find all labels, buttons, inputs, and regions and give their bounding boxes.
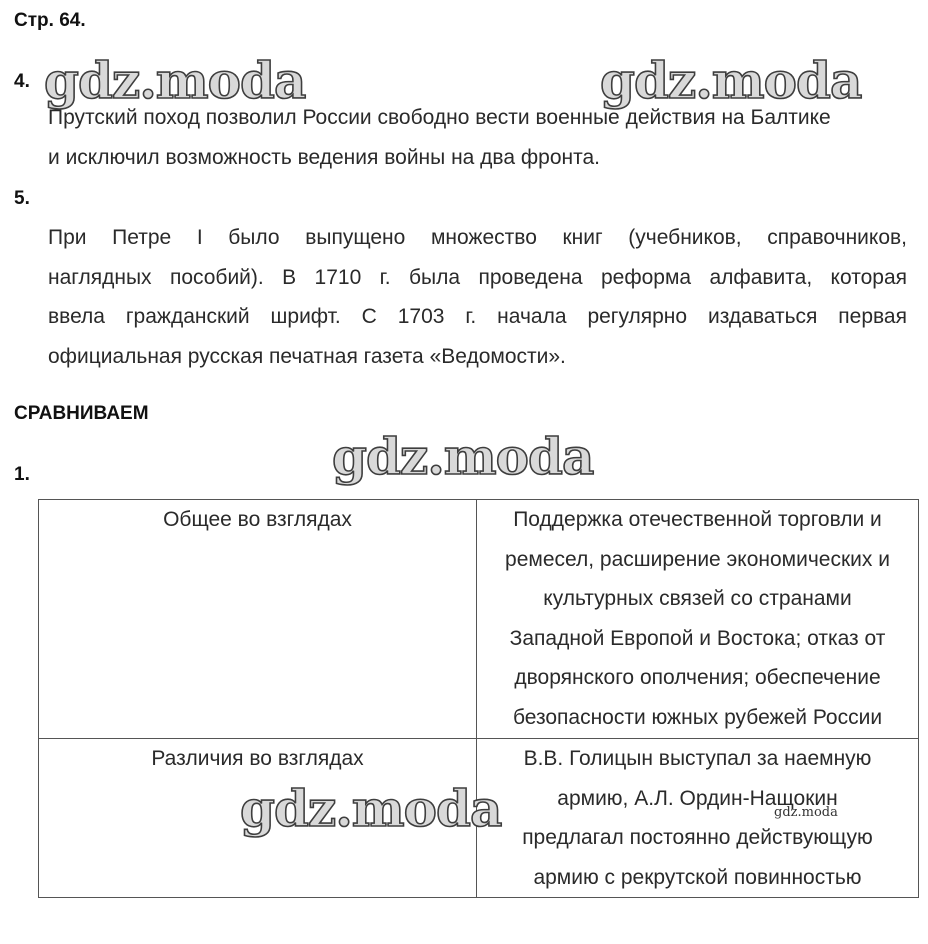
cell-line: Западной Европой и Востока; отказ от xyxy=(509,626,886,650)
task-4-line: Прутский поход позволил России свободно вести военные действия на Балтике xyxy=(48,106,831,129)
compare-task-number: 1. xyxy=(14,464,30,485)
page-number-title: Стр. 64. xyxy=(14,10,86,31)
cell-line: безопасности южных рубежей России xyxy=(512,705,883,729)
cell-line: культурных связей со странами xyxy=(543,587,852,610)
task-5-line: ввела гражданский шрифт. С 1703 г. начала регулярно издаваться первая xyxy=(48,305,907,328)
watermark-logo: gdz.moda xyxy=(240,779,502,838)
cell-line: армию, А.Л. Ордин-Нащокин xyxy=(557,786,838,810)
row-label: Различия во взглядах xyxy=(151,747,364,770)
task-5-line: наглядных пособий). В 1710 г. была проведена реформа алфавита, которая xyxy=(48,265,907,289)
cell-line: В.В. Голицын выступал за наемную xyxy=(523,747,872,770)
table-cell-content xyxy=(477,500,919,739)
task-4-line: и исключил возможность ведения войны на два фронта. xyxy=(48,145,600,169)
watermark-logo: gdz.moda xyxy=(332,427,594,486)
table-cell-label xyxy=(39,500,477,739)
task-5-line: При Петре I было выпущено множество книг (учебников, справочников, xyxy=(48,226,907,249)
table-row xyxy=(39,500,919,739)
task-4-number: 4. xyxy=(14,71,30,92)
watermark-logo: gdz.moda xyxy=(44,51,306,110)
task-5-line: официальная русская печатная газета «Ведомости». xyxy=(48,344,566,368)
cell-line: дворянского ополчения; обеспечение xyxy=(514,666,881,689)
cell-line: ремесел, расширение экономических и xyxy=(505,547,890,571)
task-5-answer xyxy=(48,218,907,376)
row-label: Общее во взглядах xyxy=(163,508,352,531)
cell-line: армию с рекрутской повинностью xyxy=(533,865,862,889)
watermark-logo: gdz.moda xyxy=(600,51,862,110)
comparison-table xyxy=(38,499,919,898)
table-cell-content xyxy=(477,739,919,898)
section-heading: СРАВНИВАЕМ xyxy=(14,403,149,424)
cell-line: Поддержка отечественной торговли и xyxy=(513,508,882,531)
task-5-number: 5. xyxy=(14,188,30,209)
watermark-logo-small: gdz.moda xyxy=(774,805,838,820)
cell-line: предлагал постоянно действующую xyxy=(522,826,873,849)
